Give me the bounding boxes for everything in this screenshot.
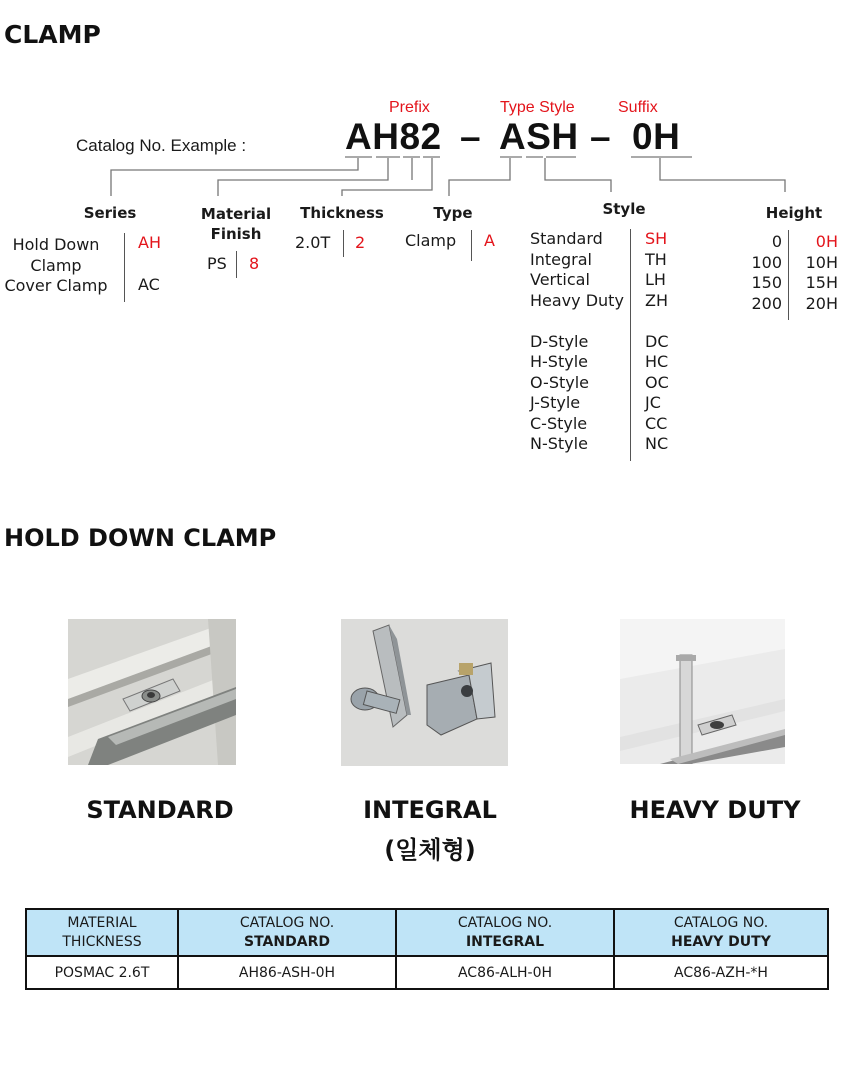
- height-code: 20H: [805, 293, 838, 313]
- style-names: [530, 229, 624, 455]
- height-code: 10H: [805, 252, 838, 272]
- table-header-cell: [178, 909, 396, 956]
- style-code: TH: [645, 249, 667, 269]
- style-name: O-Style: [530, 372, 589, 392]
- series-name: Hold Down: [12, 235, 100, 254]
- style-name: Vertical: [530, 270, 590, 289]
- code-type-style: ASH: [499, 116, 579, 157]
- style-code: HC: [645, 352, 669, 371]
- style-name: C-Style: [530, 413, 588, 433]
- type-style-label: Type Style: [500, 99, 575, 116]
- style-code: JC: [645, 393, 661, 412]
- section-title-clamp: CLAMP: [4, 20, 101, 49]
- series-name: Cover Clamp: [4, 276, 108, 295]
- thickness-header: Thickness: [300, 204, 384, 222]
- style-code: DC: [645, 331, 669, 351]
- table-cell: AC86-AZH-*H: [614, 956, 828, 989]
- series-codes: [138, 233, 161, 295]
- thickness-divider: [343, 230, 344, 257]
- series-code: AC: [138, 274, 160, 294]
- series-header: Series: [83, 204, 137, 222]
- type-name: Clamp: [405, 231, 457, 250]
- header-line2: HEAVY DUTY: [671, 933, 771, 950]
- series-divider: [124, 233, 125, 302]
- type-code: A: [484, 231, 495, 250]
- style-name: Heavy Duty: [530, 290, 624, 310]
- integral-sublabel: (일체형): [384, 836, 476, 864]
- style-divider: [630, 229, 631, 461]
- series-name: Clamp: [30, 255, 82, 275]
- spec-table: [25, 908, 829, 990]
- heavy-duty-clamp-image: [620, 619, 785, 764]
- style-code: CC: [645, 413, 668, 433]
- material-header-line1: Material: [200, 205, 272, 223]
- catalog-example-label: Catalog No. Example :: [76, 136, 247, 155]
- header-line2: INTEGRAL: [465, 933, 545, 950]
- material-code: 8: [249, 254, 260, 273]
- material-name: PS: [207, 254, 227, 273]
- header-line1: CATALOG NO.: [239, 914, 335, 931]
- style-code: NC: [645, 434, 669, 453]
- header-line2: THICKNESS: [62, 933, 142, 950]
- height-name: 100: [751, 252, 782, 272]
- height-name: 150: [751, 273, 782, 292]
- code-dash-1: –: [460, 116, 482, 157]
- header-line1: MATERIAL: [67, 914, 137, 931]
- table-header-cell: [396, 909, 614, 956]
- table-cell: AC86-ALH-0H: [396, 956, 614, 989]
- height-names: [740, 232, 782, 314]
- style-code: ZH: [645, 290, 668, 310]
- section-title-hold-down-clamp: HOLD DOWN CLAMP: [4, 524, 277, 552]
- header-line1: CATALOG NO.: [457, 914, 553, 931]
- suffix-label: Suffix: [618, 99, 658, 116]
- material-header: [195, 204, 277, 244]
- series-names: [0, 235, 112, 297]
- height-code: 0H: [815, 232, 838, 251]
- style-name: Integral: [530, 249, 592, 269]
- code-suffix: 0H: [632, 116, 681, 157]
- style-code: OC: [645, 372, 669, 392]
- thickness-code: 2: [355, 233, 366, 252]
- thickness-name: 2.0T: [295, 233, 331, 252]
- style-name: D-Style: [530, 331, 589, 351]
- style-codes: [645, 229, 669, 455]
- code-dash-2: –: [590, 116, 612, 157]
- style-code: SH: [645, 229, 668, 248]
- style-header: Style: [602, 200, 646, 218]
- style-name: N-Style: [530, 434, 588, 453]
- table-header-cell: [614, 909, 828, 956]
- integral-clamp-image: [341, 619, 508, 766]
- height-name: 0: [771, 232, 782, 251]
- table-cell: AH86-ASH-0H: [178, 956, 396, 989]
- style-name: J-Style: [530, 393, 581, 412]
- standard-label: STANDARD: [86, 796, 234, 824]
- style-name: H-Style: [530, 352, 588, 371]
- height-header: Height: [765, 204, 823, 222]
- code-prefix: AH82: [345, 116, 442, 157]
- height-code: 15H: [805, 273, 838, 292]
- type-header: Type: [433, 204, 473, 222]
- style-name: Standard: [530, 229, 603, 248]
- series-code: AH: [138, 233, 161, 252]
- prefix-label: Prefix: [389, 99, 430, 116]
- type-divider: [471, 230, 472, 261]
- header-line1: CATALOG NO.: [673, 914, 769, 931]
- material-header-line2: Finish: [210, 225, 262, 243]
- table-header-row: [26, 909, 828, 956]
- height-divider: [788, 230, 789, 320]
- table-header-cell: [26, 909, 178, 956]
- style-code: LH: [645, 270, 666, 289]
- standard-clamp-image: [68, 619, 236, 765]
- material-divider: [236, 251, 237, 278]
- header-line2: STANDARD: [244, 933, 330, 950]
- table-row: [26, 956, 828, 989]
- height-codes: [798, 232, 838, 314]
- heavy-duty-label: HEAVY DUTY: [629, 796, 801, 824]
- connector-lines: [0, 0, 855, 215]
- height-name: 200: [751, 293, 782, 313]
- table-cell: POSMAC 2.6T: [26, 956, 178, 989]
- integral-label: INTEGRAL: [363, 796, 497, 824]
